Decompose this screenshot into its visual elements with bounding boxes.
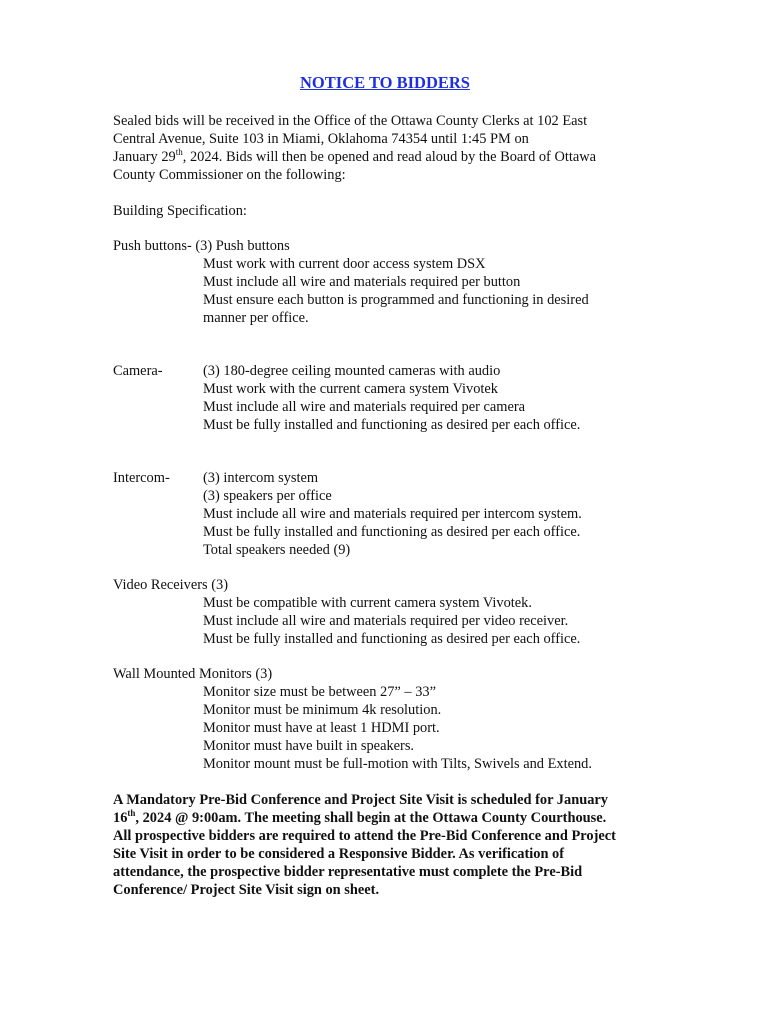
spec-item: Must be compatible with current camera system Vivotek. bbox=[203, 594, 532, 611]
intro-paragraph bbox=[113, 113, 653, 185]
spec-item: Must ensure each button is programmed and functioning in desired bbox=[203, 291, 589, 308]
spec-item: Monitor size must be between 27” – 33” bbox=[203, 683, 436, 700]
spec-item: Monitor must be minimum 4k resolution. bbox=[203, 701, 442, 718]
spec-item: Must include all wire and materials required per intercom system. bbox=[203, 505, 582, 522]
spec-item: Must work with the current camera system Vivotek bbox=[203, 380, 499, 397]
section-label: Video Receivers (3) bbox=[113, 577, 229, 593]
section-label: Wall Mounted Monitors (3) bbox=[113, 666, 273, 682]
notice-line: Site Visit in order to be considered a Responsive Bidder. As verification of bbox=[113, 845, 565, 862]
intro-date-suffix: th bbox=[175, 147, 183, 158]
notice-line: attendance, the prospective bidder representative must complete the Pre-Bid bbox=[113, 863, 583, 880]
notice-date-text: 16 bbox=[113, 809, 128, 826]
intro-line-date bbox=[113, 149, 653, 167]
notice-line: All prospective bidders are required to attend the Pre-Bid Conference and Project bbox=[113, 827, 616, 844]
notice-line: A Mandatory Pre-Bid Conference and Project Site Visit is scheduled for January bbox=[113, 792, 608, 808]
spec-item: Monitor mount must be full-motion with Tilts, Swivels and Extend. bbox=[203, 755, 592, 772]
spec-item: (3) intercom system bbox=[203, 470, 319, 486]
mandatory-notice bbox=[113, 792, 653, 899]
section-items bbox=[203, 363, 623, 435]
section-label: Intercom- bbox=[113, 470, 170, 486]
intro-line: Sealed bids will be received in the Office of the Ottawa County Clerks at 102 East bbox=[113, 113, 588, 129]
spec-item: manner per office. bbox=[203, 309, 309, 326]
spec-item: Must include all wire and materials required per button bbox=[203, 273, 521, 290]
spec-item: Must include all wire and materials required per video receiver. bbox=[203, 612, 569, 629]
intro-line: County Commissioner on the following: bbox=[113, 166, 346, 183]
intro-date-text: January 29 bbox=[113, 148, 176, 165]
intro-line: Central Avenue, Suite 103 in Miami, Oklahoma 74354 until 1:45 PM on bbox=[113, 130, 529, 147]
spec-item: Monitor must have built in speakers. bbox=[203, 737, 415, 754]
notice-date-rest: , 2024 @ 9:00am. The meeting shall begin at the Ottawa County Courthouse. bbox=[135, 809, 607, 826]
spec-item: (3) speakers per office bbox=[203, 487, 332, 504]
section-items bbox=[203, 684, 623, 774]
spec-item: Must be fully installed and functioning as desired per each office. bbox=[203, 523, 581, 540]
document-title: NOTICE TO BIDDERS bbox=[300, 73, 470, 92]
notice-date-suffix: th bbox=[127, 808, 136, 819]
spec-item: (3) 180-degree ceiling mounted cameras with audio bbox=[203, 363, 501, 379]
notice-line-date bbox=[113, 810, 653, 828]
notice-line: Conference/ Project Site Visit sign on sheet. bbox=[113, 881, 380, 898]
spec-item: Monitor must have at least 1 HDMI port. bbox=[203, 719, 440, 736]
section-items bbox=[203, 256, 623, 328]
intro-date-rest: , 2024. Bids will then be opened and read aloud by the Board of Ottawa bbox=[182, 148, 596, 165]
section-items bbox=[203, 470, 623, 560]
section-label: Push buttons- (3) Push buttons bbox=[113, 238, 290, 254]
section-label: Camera- bbox=[113, 363, 163, 379]
spec-heading: Building Specification: bbox=[113, 203, 247, 219]
spec-item: Must be fully installed and functioning as desired per each office. bbox=[203, 630, 581, 647]
spec-item: Must be fully installed and functioning as desired per each office. bbox=[203, 416, 581, 433]
spec-item: Must work with current door access system DSX bbox=[203, 255, 486, 272]
section-items bbox=[203, 595, 623, 649]
spec-item: Must include all wire and materials required per camera bbox=[203, 398, 526, 415]
spec-item: Total speakers needed (9) bbox=[203, 541, 351, 558]
